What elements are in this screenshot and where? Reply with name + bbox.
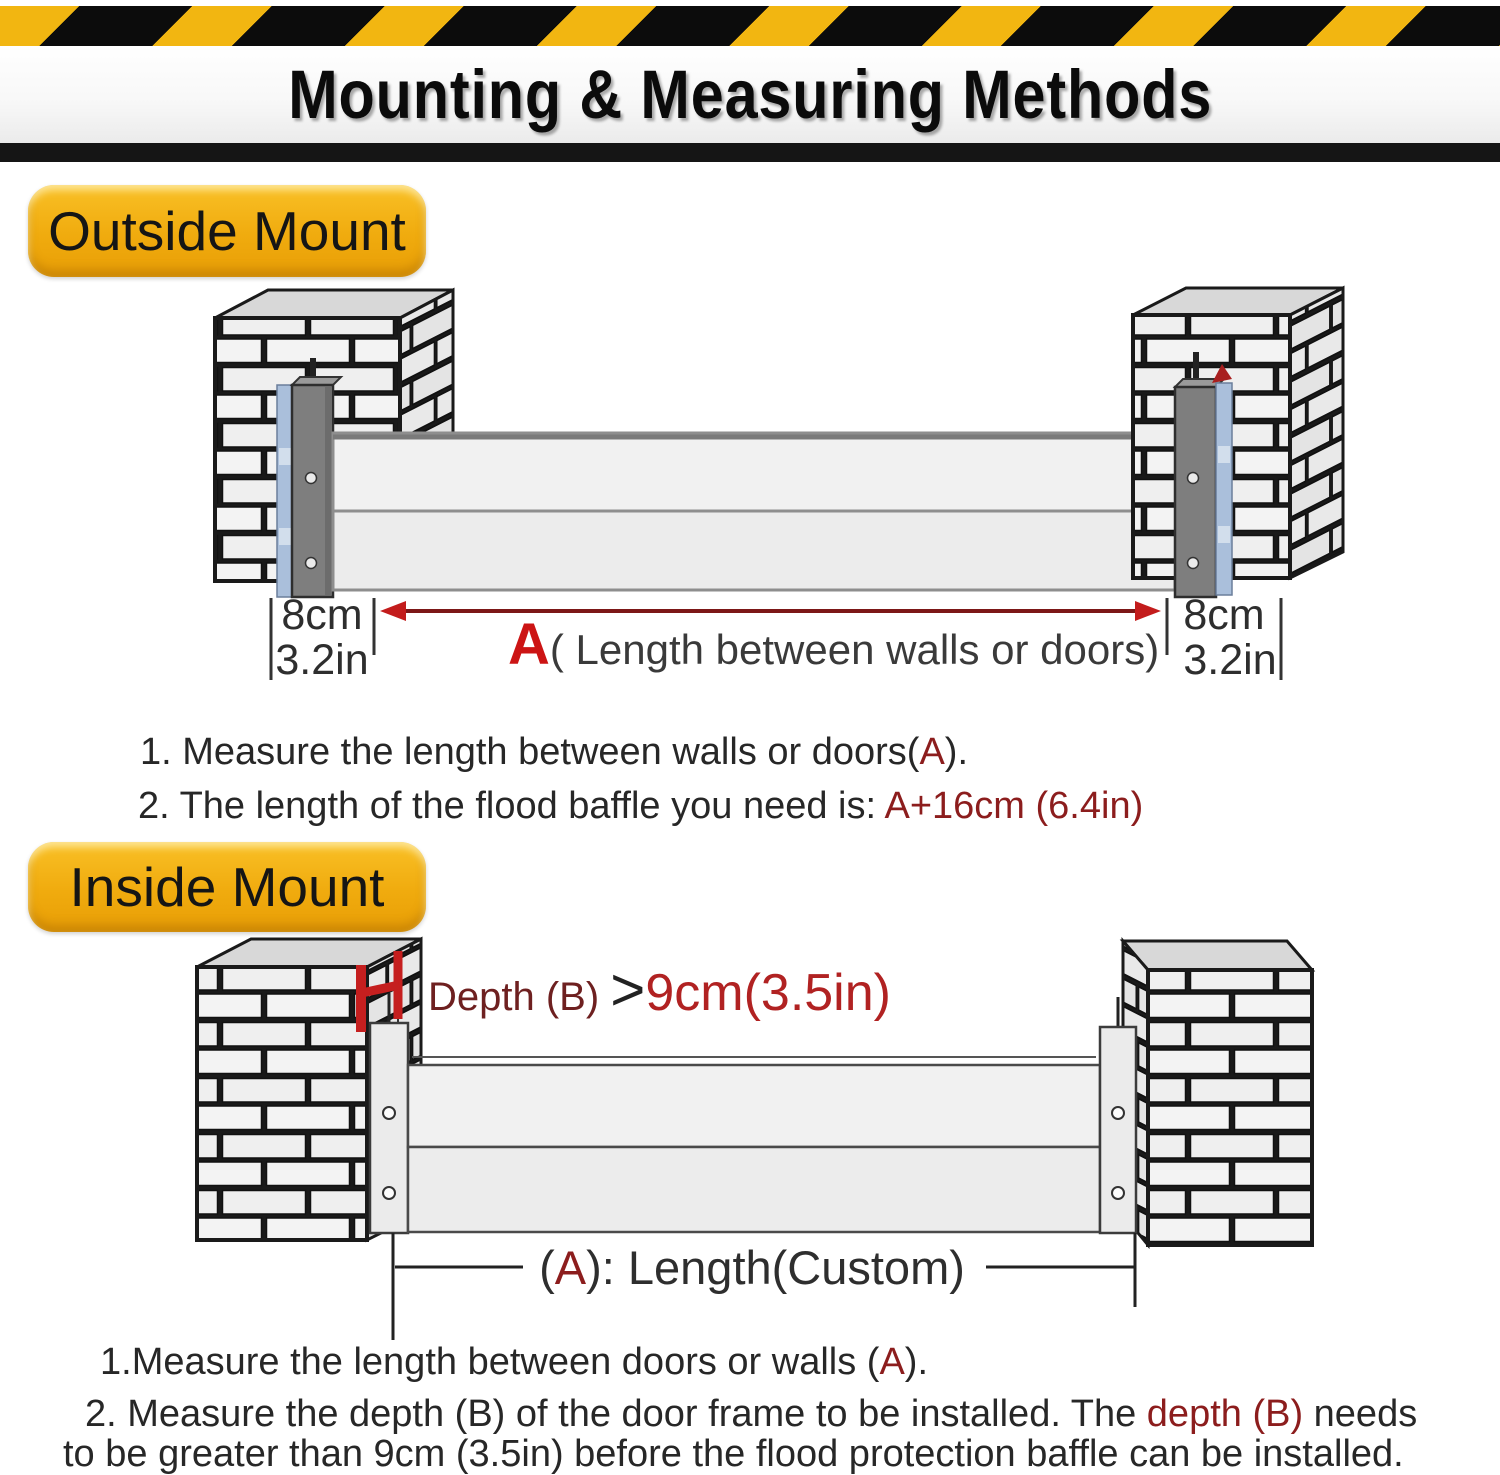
screw (306, 473, 317, 484)
outside-measurement (271, 591, 1281, 684)
flood-barrier (333, 433, 1175, 590)
depth-label: Depth (B) >9cm(3.5in) (428, 956, 891, 1023)
barrier-panel-top (333, 433, 1175, 511)
pillar-front-face (197, 967, 367, 1240)
header-divider-bar (0, 143, 1500, 162)
outside-right-pillar (1133, 288, 1343, 578)
arrow-head-left-icon (380, 601, 406, 621)
screw (383, 1107, 395, 1119)
outside-mount-badge-label: Outside Mount (48, 200, 406, 262)
dim-right-in: 3.2in (1183, 636, 1277, 684)
dim-left-cm: 8cm (281, 591, 363, 639)
highlight-A: A (879, 1341, 905, 1383)
barrier-panel-bottom (408, 1147, 1100, 1232)
outside-mount-badge (28, 185, 426, 277)
inside-instruction-2: 2. Measure the depth (B) of the door frame to be installed. The depth (B) needs (85, 1393, 1418, 1435)
screw (383, 1187, 395, 1199)
inside-mount-diagram (0, 935, 1500, 1345)
left-rubber-seal (277, 385, 293, 597)
barrier-panel-top (408, 1065, 1100, 1147)
inside-mount-badge-label: Inside Mount (69, 856, 385, 918)
screw (1112, 1187, 1124, 1199)
inside-mount-badge (28, 842, 426, 932)
outside-mount-diagram (0, 280, 1500, 692)
barrier-panel-bottom (333, 511, 1175, 590)
right-channel-bracket (1100, 1027, 1136, 1233)
screw (1188, 473, 1199, 484)
hazard-stripe-banner (0, 6, 1500, 46)
inside-measurement (393, 1233, 1135, 1340)
span-length-label: A( Length between walls or doors) (508, 612, 1160, 677)
arrow-head-right-icon (1135, 601, 1161, 621)
flood-barrier (408, 1057, 1100, 1232)
pillar-front-face (1148, 970, 1312, 1245)
dim-left-in: 3.2in (275, 636, 369, 684)
highlight-formula: A+16cm (6.4in) (884, 785, 1144, 827)
dim-right-cm: 8cm (1183, 591, 1265, 639)
screw (306, 558, 317, 569)
left-channel-bracket (370, 1023, 408, 1233)
highlight-A: A (919, 731, 945, 773)
right-rubber-seal (1216, 383, 1232, 595)
length-custom-label: (A): Length(Custom) (539, 1241, 965, 1294)
screw (1188, 558, 1199, 569)
screw (1112, 1107, 1124, 1119)
outside-instruction-2: 2. The length of the flood baffle you need is: A+16cm (6.4in) (138, 785, 1144, 827)
inside-instruction-1: 1.Measure the length between doors or walls (A). (100, 1341, 929, 1383)
title-band (0, 46, 1500, 143)
page-title: Mounting & Measuring Methods (287, 56, 1212, 133)
pillar-side-face (1290, 288, 1343, 578)
pillar-top-face (1123, 941, 1312, 970)
highlight-depth-b: depth (B) (1146, 1393, 1304, 1435)
outside-instruction-1: 1. Measure the length between walls or doors(A). (140, 731, 969, 773)
inside-right-pillar (1123, 941, 1312, 1245)
inside-instruction-2-cont: to be greater than 9cm (3.5in) before the flood protection baffle can be installed. (63, 1433, 1404, 1475)
